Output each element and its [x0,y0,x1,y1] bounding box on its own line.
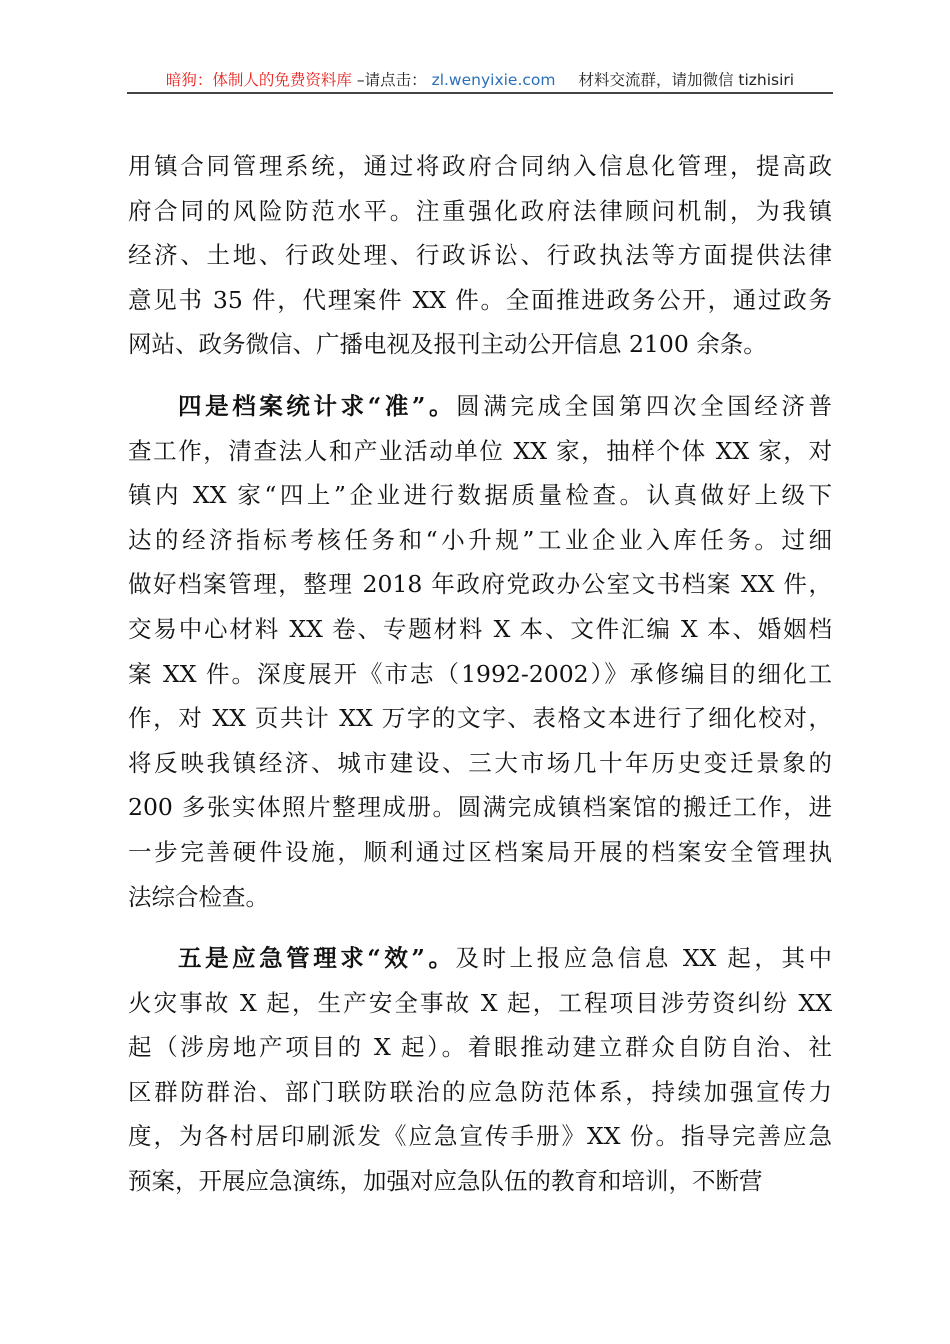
paragraph-heading: 四是档案统计求“准”。 [178,391,457,420]
header-divider [127,92,833,94]
line-text: 案 XX 件。深度展开《市志（1992-2002）》承修编目的细化工 [128,659,832,688]
line-text: 查工作，清查法人和产业活动单位 XX 家，抽样个体 XX 家，对 [128,436,832,465]
paragraph [128,148,832,371]
text-line [128,1163,832,1208]
text-line [128,566,832,611]
text-line [128,1074,832,1119]
text-line [128,1029,832,1074]
paragraph-heading: 五是应急管理求“效”。 [178,944,456,973]
line-text: 府合同的风险防范水平。注重强化政府法律顾问机制，为我镇 [128,196,832,225]
line-text: 法综合检查。 [128,882,269,911]
line-text: 经济、土地、行政处理、行政诉讼、行政执法等方面提供法律 [128,241,832,270]
line-text: 意见书 35 件，代理案件 XX 件。全面推进政务公开，通过政务 [128,285,832,314]
text-line [128,745,832,790]
text-line [128,477,832,522]
line-text: 度，为各村居印刷派发《应急宣传手册》XX 份。指导完善应急 [128,1122,832,1151]
header-group-info: 材料交流群，请加微信 tizhisiri [578,71,795,89]
line-text: 预案，开展应急演练，加强对应急队伍的教育和培训，不断营 [128,1167,763,1196]
header-brand: 暗狗：体制人的免费资料库 [165,71,352,89]
line-text: 做好档案管理，整理 2018 年政府党政办公室文书档案 XX 件， [128,570,832,599]
text-line [128,656,832,701]
paragraph [128,388,832,923]
header-url-link[interactable]: zl.wenyixie.com [431,71,556,89]
line-text: 区群防群治、部门联防联治的应急防范体系，持续加强宣传力 [128,1077,832,1106]
text-line [128,1118,832,1163]
text-line [128,326,832,371]
text-line [128,282,832,327]
text-line [128,433,832,478]
line-text: 火灾事故 X 起，生产安全事故 X 起，工程项目涉劳资纠纷 XX [128,988,832,1017]
text-line [128,611,832,656]
text-line [128,985,832,1030]
page-header [128,68,832,90]
line-text: 200 多张实体照片整理成册。圆满完成镇档案馆的搬迁工作，进 [128,793,832,822]
line-text: 圆满完成全国第四次全国经济普 [456,391,833,420]
text-line [128,522,832,567]
line-text: 起（涉房地产项目的 X 起）。着眼推动建立群众自防自治、社 [128,1033,832,1062]
line-text: 一步完善硬件设施，顺利通过区档案局开展的档案安全管理执 [128,837,832,866]
text-line [128,879,832,924]
document-body [128,148,832,1225]
line-text: 达的经济指标考核任务和“小升规”工业企业入库任务。过细 [128,525,832,554]
text-line [128,700,832,745]
text-line [128,940,832,985]
text-line [128,237,832,282]
line-text: 将反映我镇经济、城市建设、三大市场几十年历史变迁景象的 [128,748,832,777]
text-line [128,193,832,238]
text-line [128,148,832,193]
header-prompt: –请点击： [356,71,427,89]
text-line [128,388,832,433]
line-text: 网站、政务微信、广播电视及报刊主动公开信息 2100 余条。 [128,330,767,359]
line-text: 及时上报应急信息 XX 起，其中 [455,944,832,973]
text-line [128,834,832,879]
text-line [128,789,832,834]
line-text: 作，对 XX 页共计 XX 万字的文字、表格文本进行了细化校对， [128,704,832,733]
paragraph [128,940,832,1208]
line-text: 交易中心材料 XX 卷、专题材料 X 本、文件汇编 X 本、婚姻档 [128,614,832,643]
line-text: 镇内 XX 家“四上”企业进行数据质量检查。认真做好上级下 [128,481,832,510]
line-text: 用镇合同管理系统，通过将政府合同纳入信息化管理，提高政 [128,152,832,180]
